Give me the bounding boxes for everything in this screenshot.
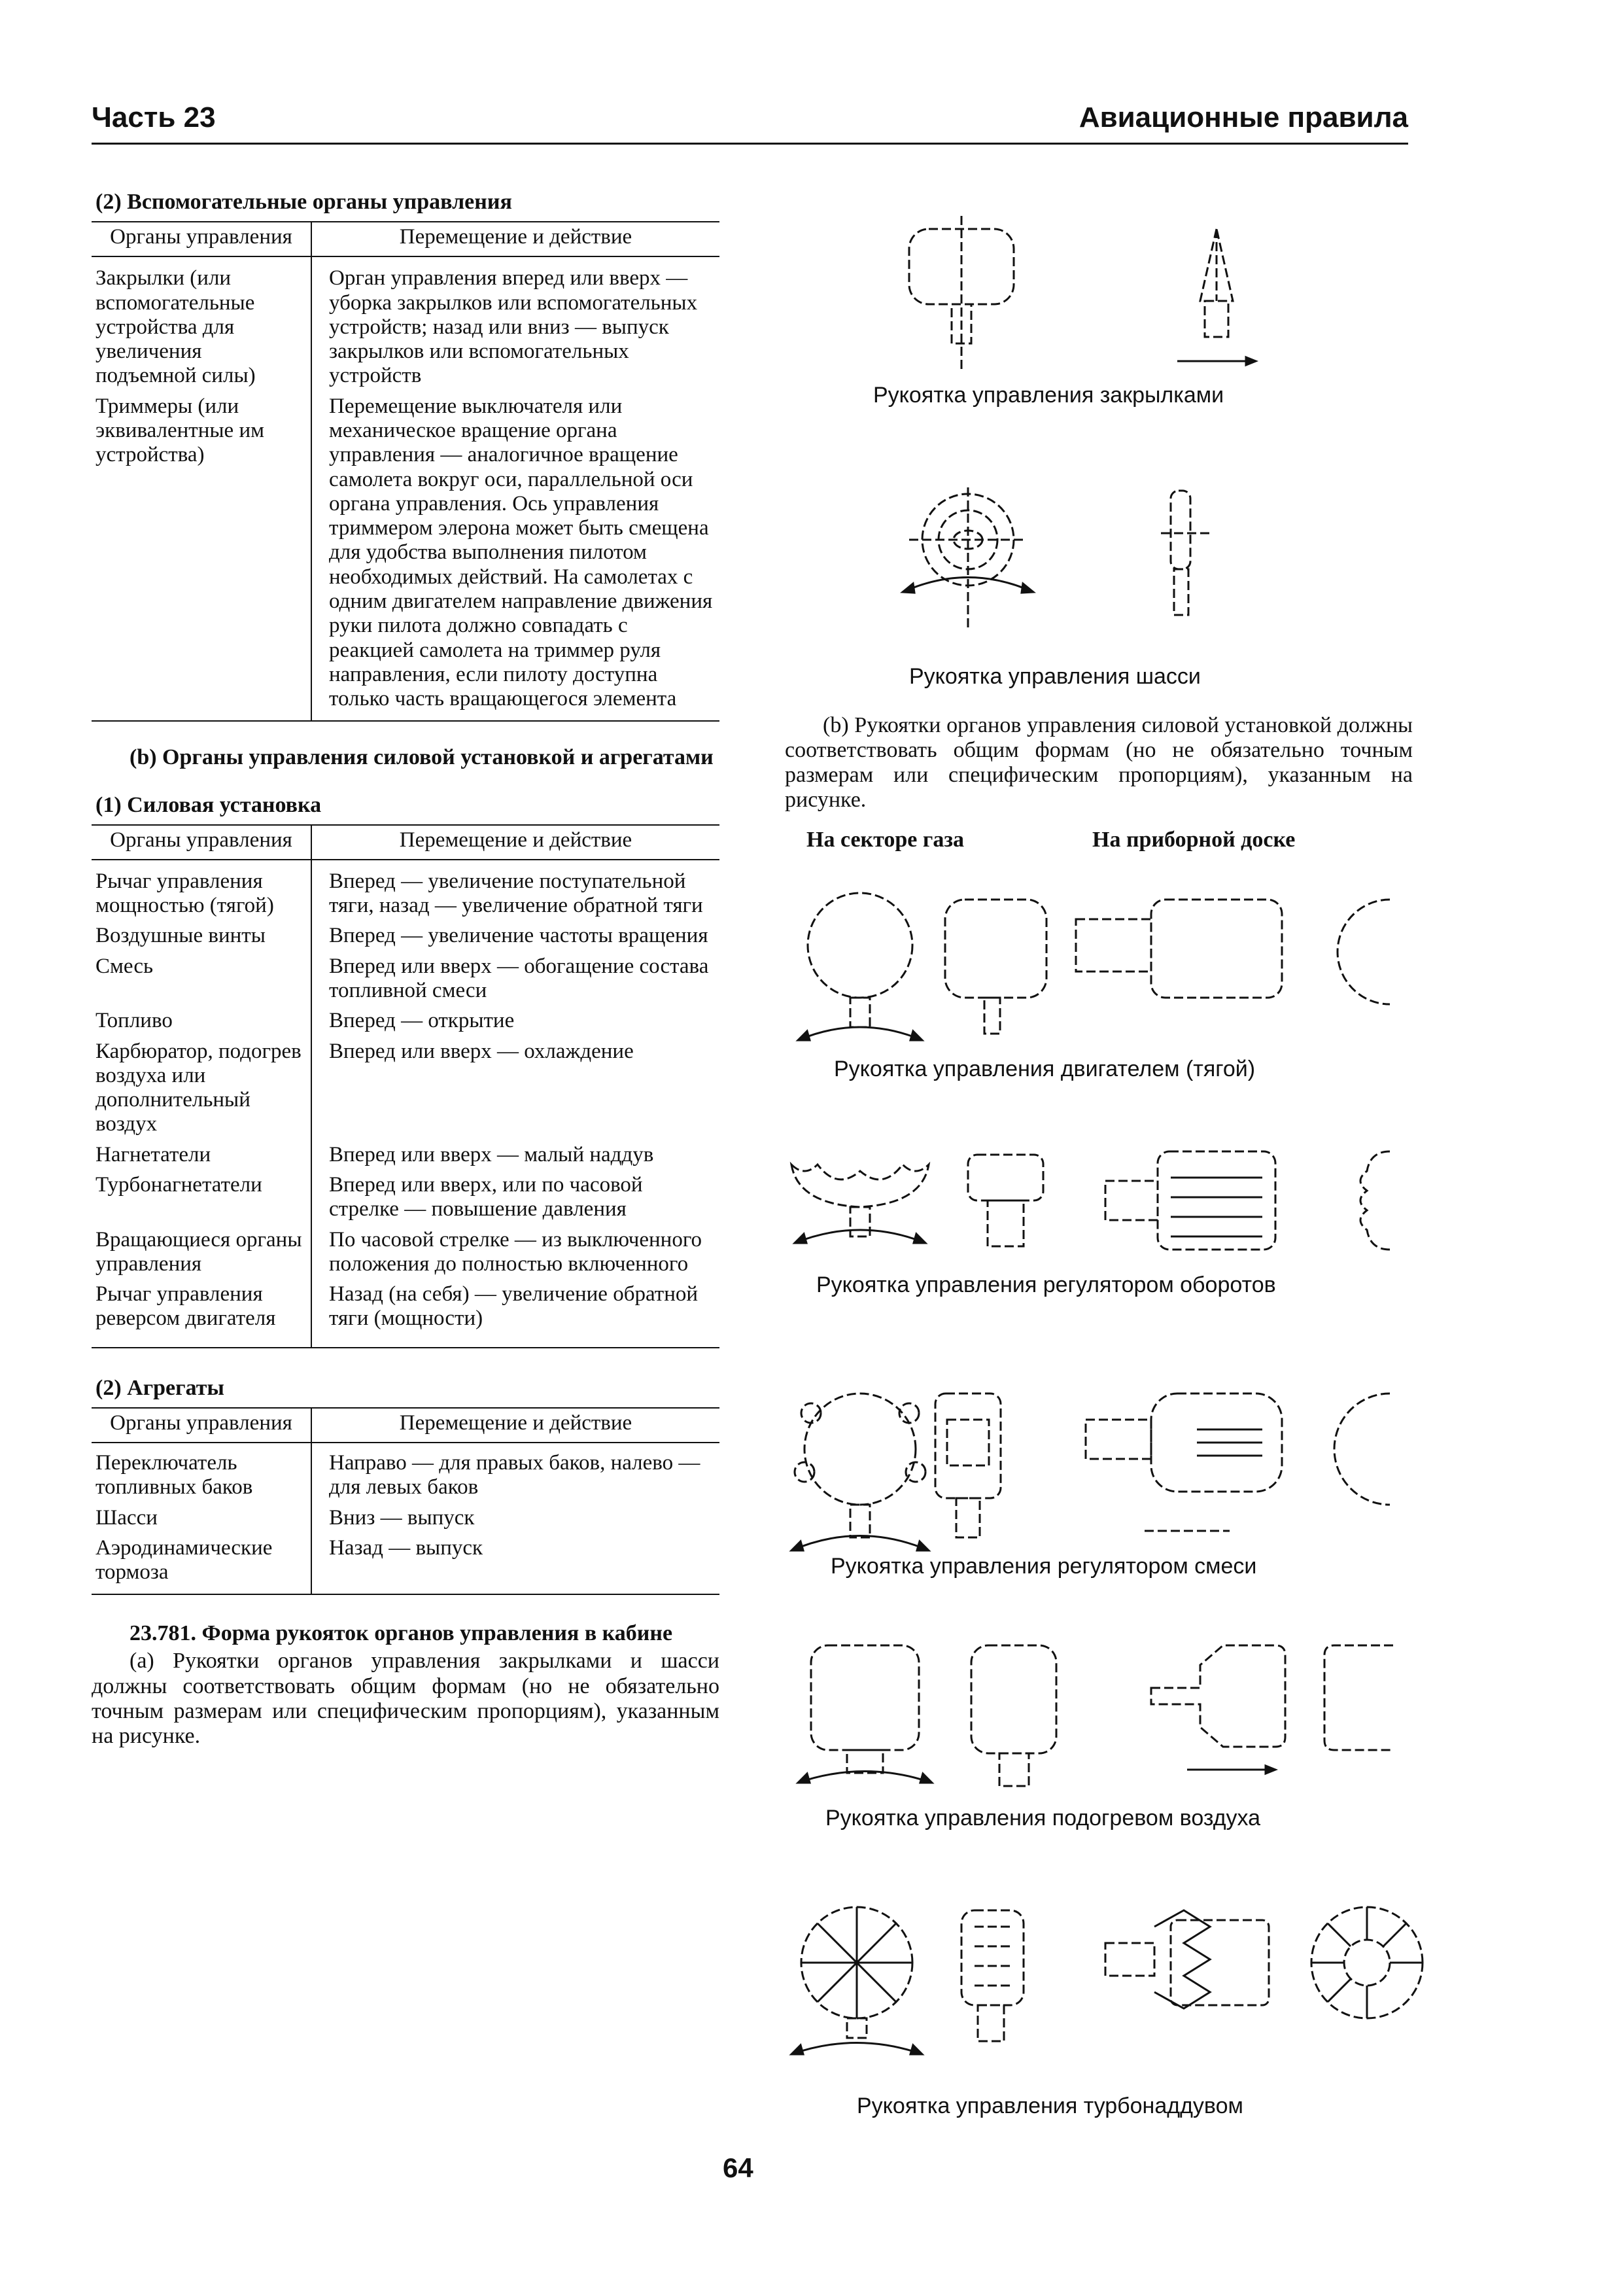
- turbo-side-grip: [975, 1927, 1011, 1986]
- turbo-side-knob: [961, 1910, 1024, 2005]
- turbo-throttle-arc-arrow: [791, 2043, 922, 2055]
- b-section-title: (b) Органы управления силовой установкой и агрегатами: [130, 745, 714, 770]
- cell-action: Вперед или вверх, или по часовой стрелке — повышение давления: [329, 1172, 643, 1221]
- heat-handles-figure: [778, 1639, 1400, 1789]
- table-header-controls: Органы управления: [92, 825, 311, 860]
- header-rule: [92, 143, 1408, 145]
- turbo-panel-knob: [1171, 1920, 1269, 2005]
- table-row: [92, 1503, 719, 1533]
- cell-control: Аэродинамические тормоза: [92, 1533, 311, 1595]
- turbo-panel-spring: [1154, 1910, 1210, 2008]
- turbo-face-spoke: [1383, 1923, 1406, 1946]
- left-column: [92, 190, 719, 1749]
- arrow-head-icon: [798, 1774, 810, 1783]
- table-row: [92, 1225, 719, 1280]
- cell-control: Турбонагнетатели: [92, 1170, 311, 1225]
- heat-throttle-stem: [847, 1750, 883, 1773]
- page-number: 64: [723, 2152, 753, 2183]
- arrow-head-icon: [1266, 1766, 1275, 1774]
- rpm-panel-knob: [1158, 1151, 1275, 1250]
- cell-control: Триммеры (или эквивалентные им устройства): [92, 391, 311, 722]
- flaps-side-stem: [1205, 301, 1228, 337]
- mixture-side-stem: [956, 1498, 980, 1537]
- cell-control: Нагнетатели: [92, 1140, 311, 1170]
- cell-action: Вперед — увеличение поступательной тяги, назад — увеличение обратной тяги: [329, 869, 703, 918]
- caption-flaps: Рукоятка управления закрылками: [873, 383, 1224, 408]
- mixture-side-window: [947, 1420, 989, 1465]
- turbo-handles-figure: [778, 1901, 1400, 2064]
- table-header-controls: Органы управления: [92, 1408, 311, 1443]
- cell-action: Вперед — открытие: [329, 1009, 515, 1033]
- turbo-panel-shaft: [1105, 1943, 1154, 1976]
- turbo-panel-hub: [1344, 1940, 1390, 1986]
- heat-panel-face: [1324, 1645, 1393, 1750]
- heat-panel-knob: [1151, 1645, 1285, 1747]
- rpm-side-stem: [988, 1200, 1024, 1246]
- cell-action: Вперед или вверх — обогащение состава топливной смеси: [329, 954, 709, 1002]
- mixture-ball-nub: [795, 1462, 814, 1482]
- head-panel: На приборной доске: [1092, 828, 1296, 852]
- turbo-throttle-stem: [847, 2018, 867, 2038]
- arrow-head-icon: [798, 1031, 810, 1040]
- turbo-side-stem: [978, 2005, 1004, 2041]
- power-section-title: (1) Силовая установка: [95, 792, 322, 817]
- arrow-head-icon: [920, 1774, 932, 1783]
- head-throttle: На секторе газа: [806, 828, 964, 852]
- mixture-panel-shaft: [1086, 1420, 1151, 1459]
- table-row: [92, 951, 719, 1006]
- engine-panel-face: [1338, 900, 1390, 1004]
- gear-side-lever: [1171, 491, 1190, 569]
- mixture-throttle-arc-arrow: [791, 1536, 929, 1551]
- table-row: [92, 256, 719, 391]
- turbo-face-spoke: [1328, 1923, 1351, 1946]
- cell-action: Направо — для правых баков, налево — для левых баков: [329, 1451, 700, 1499]
- header-part: Часть 23: [92, 101, 216, 133]
- mixture-throttle-stem: [850, 1505, 870, 1537]
- engine-throttle-arc-arrow: [798, 1027, 922, 1040]
- mixture-ball-nub: [906, 1462, 925, 1482]
- mixture-panel-face: [1334, 1393, 1390, 1505]
- rpm-handles-figure: [778, 1145, 1400, 1276]
- caption-engine: Рукоятка управления двигателем (тягой): [834, 1057, 1256, 1081]
- cell-control: Смесь: [92, 951, 311, 1006]
- header-title: Авиационные правила: [1079, 101, 1408, 133]
- heat-side-knob: [971, 1645, 1056, 1753]
- rpm-panel-face: [1360, 1151, 1390, 1250]
- rpm-panel-shaft: [1105, 1181, 1158, 1220]
- gear-side-stem: [1174, 569, 1188, 615]
- cell-control: Воздушные винты: [92, 920, 311, 951]
- cell-action: Вперед — увеличение частоты вращения: [329, 924, 708, 948]
- turbo-face-spoke: [1328, 1979, 1351, 2002]
- arrow-head-icon: [1022, 584, 1033, 593]
- engine-throttle-side-knob: [945, 900, 1046, 998]
- caption-rpm: Рукоятка управления регулятором оборотов: [816, 1272, 1276, 1297]
- cell-control: Переключатель топливных баков: [92, 1443, 311, 1503]
- cell-action: Орган управления вперед или вверх — уборка закрылков или вспомогательных устройств; назад или вниз — выпуск закрылков или вспомогательных устройств: [329, 266, 698, 388]
- cell-action: Перемещение выключателя или механическое вращение органа управления — аналогичное вращение самолета вокруг оси, параллельной оси органа управления. Ось управления триммером элерона может быть смещена для удобства выполнения пилотом необходимых действий. На самолетах с одним двигателем направление движения руки пилота должно совпадать с реакцией самолета на триммер руля направления, если пилоту доступна только часть вращающегося элемента: [329, 394, 713, 711]
- arrow-head-icon: [791, 2045, 803, 2054]
- cell-action: Назад — выпуск: [329, 1535, 483, 1560]
- units-controls-table: [92, 1407, 719, 1596]
- caption-turbo: Рукоятка управления турбонаддувом: [857, 2094, 1243, 2118]
- cell-control: Топливо: [92, 1006, 311, 1036]
- heat-throttle-knob: [811, 1645, 919, 1750]
- engine-panel-shaft: [1076, 919, 1151, 972]
- arrow-head-icon: [910, 1031, 922, 1040]
- heat-throttle-arc-arrow: [798, 1772, 932, 1783]
- cell-action: Вперед или вверх — охлаждение: [329, 1039, 634, 1063]
- table-header-action: Перемещение и действие: [311, 222, 719, 256]
- table-row: [92, 1170, 719, 1225]
- cell-control: Шасси: [92, 1503, 311, 1533]
- table-row: [92, 1140, 719, 1170]
- flaps-knob-top-view: [909, 229, 1014, 304]
- section-781-para-a: (a) Рукоятки органов управления закрылками и шасси должны соответствовать общим формам (но не обязательно точным размерам или специфическим пропорциям), указанным на рисунке.: [92, 1649, 719, 1748]
- arrow-head-icon: [903, 584, 914, 593]
- table-header-controls: Органы управления: [92, 222, 311, 256]
- aux-controls-table: [92, 221, 719, 722]
- rpm-throttle-crown: [791, 1165, 929, 1207]
- caption-mixture: Рукоятка управления регулятором смеси: [831, 1554, 1257, 1579]
- table-row: [92, 1533, 719, 1595]
- power-controls-table: [92, 824, 719, 1348]
- mixture-side-knob: [935, 1393, 1001, 1498]
- right-para-b: (b) Рукоятки органов управления силовой установкой должны соответствовать общим формам (но не обязательно точным размерам или специфическим пропорциям), указанным на рисунке.: [785, 713, 1413, 813]
- cell-action: Вперед или вверх — малый наддув: [329, 1142, 654, 1166]
- cell-control: Вращающиеся органы управления: [92, 1225, 311, 1280]
- table-header-action: Перемещение и действие: [311, 825, 719, 860]
- table-row: [92, 1006, 719, 1036]
- table-row: [92, 1443, 719, 1503]
- cell-action: Вниз — выпуск: [329, 1505, 475, 1530]
- cell-control: Рычаг управления мощностью (тягой): [92, 860, 311, 921]
- arrow-head-icon: [791, 1541, 803, 1550]
- section-781-title: 23.781. Форма рукояток органов управления в кабине: [130, 1621, 673, 1646]
- table-row: [92, 1036, 719, 1140]
- rpm-throttle-stem: [850, 1207, 870, 1236]
- mixture-handles-figure: [778, 1380, 1400, 1557]
- caption-heat: Рукоятка управления подогревом воздуха: [825, 1806, 1261, 1831]
- engine-throttle-ball: [808, 893, 912, 998]
- table-row: [92, 920, 719, 951]
- arrow-head-icon: [910, 2045, 922, 2054]
- gear-handle-figure: [896, 484, 1262, 635]
- rpm-side-knob: [968, 1155, 1043, 1200]
- table-row: [92, 1279, 719, 1348]
- engine-handles-figure: [778, 890, 1400, 1047]
- engine-throttle-stem: [850, 998, 870, 1027]
- arrow-head-icon: [917, 1541, 929, 1550]
- cell-action: По часовой стрелке — из выключенного положения до полностью включенного: [329, 1227, 702, 1276]
- cell-action: Назад (на себя) — увеличение обратной тяги (мощности): [329, 1282, 699, 1331]
- cell-control: Рычаг управления реверсом двигателя: [92, 1279, 311, 1348]
- arrow-head-icon: [914, 1234, 925, 1243]
- engine-panel-knob: [1151, 900, 1282, 998]
- table-row: [92, 860, 719, 921]
- caption-gear: Рукоятка управления шасси: [909, 664, 1201, 689]
- engine-throttle-side-stem: [984, 998, 1000, 1034]
- cell-control: Карбюратор, подогрев воздуха или дополнительный воздух: [92, 1036, 311, 1140]
- arrow-head-icon: [1246, 357, 1256, 365]
- aux-section-title: (2) Вспомогательные органы управления: [95, 190, 512, 214]
- units-section-title: (2) Агрегаты: [95, 1375, 224, 1400]
- heat-side-stem: [999, 1753, 1029, 1786]
- table-row: [92, 391, 719, 722]
- cell-control: Закрылки (или вспомогательные устройства для увеличения подъемной силы): [92, 256, 311, 391]
- table-header-action: Перемещение и действие: [311, 1408, 719, 1443]
- flaps-handle-figure: [903, 209, 1269, 379]
- arrow-head-icon: [795, 1234, 806, 1243]
